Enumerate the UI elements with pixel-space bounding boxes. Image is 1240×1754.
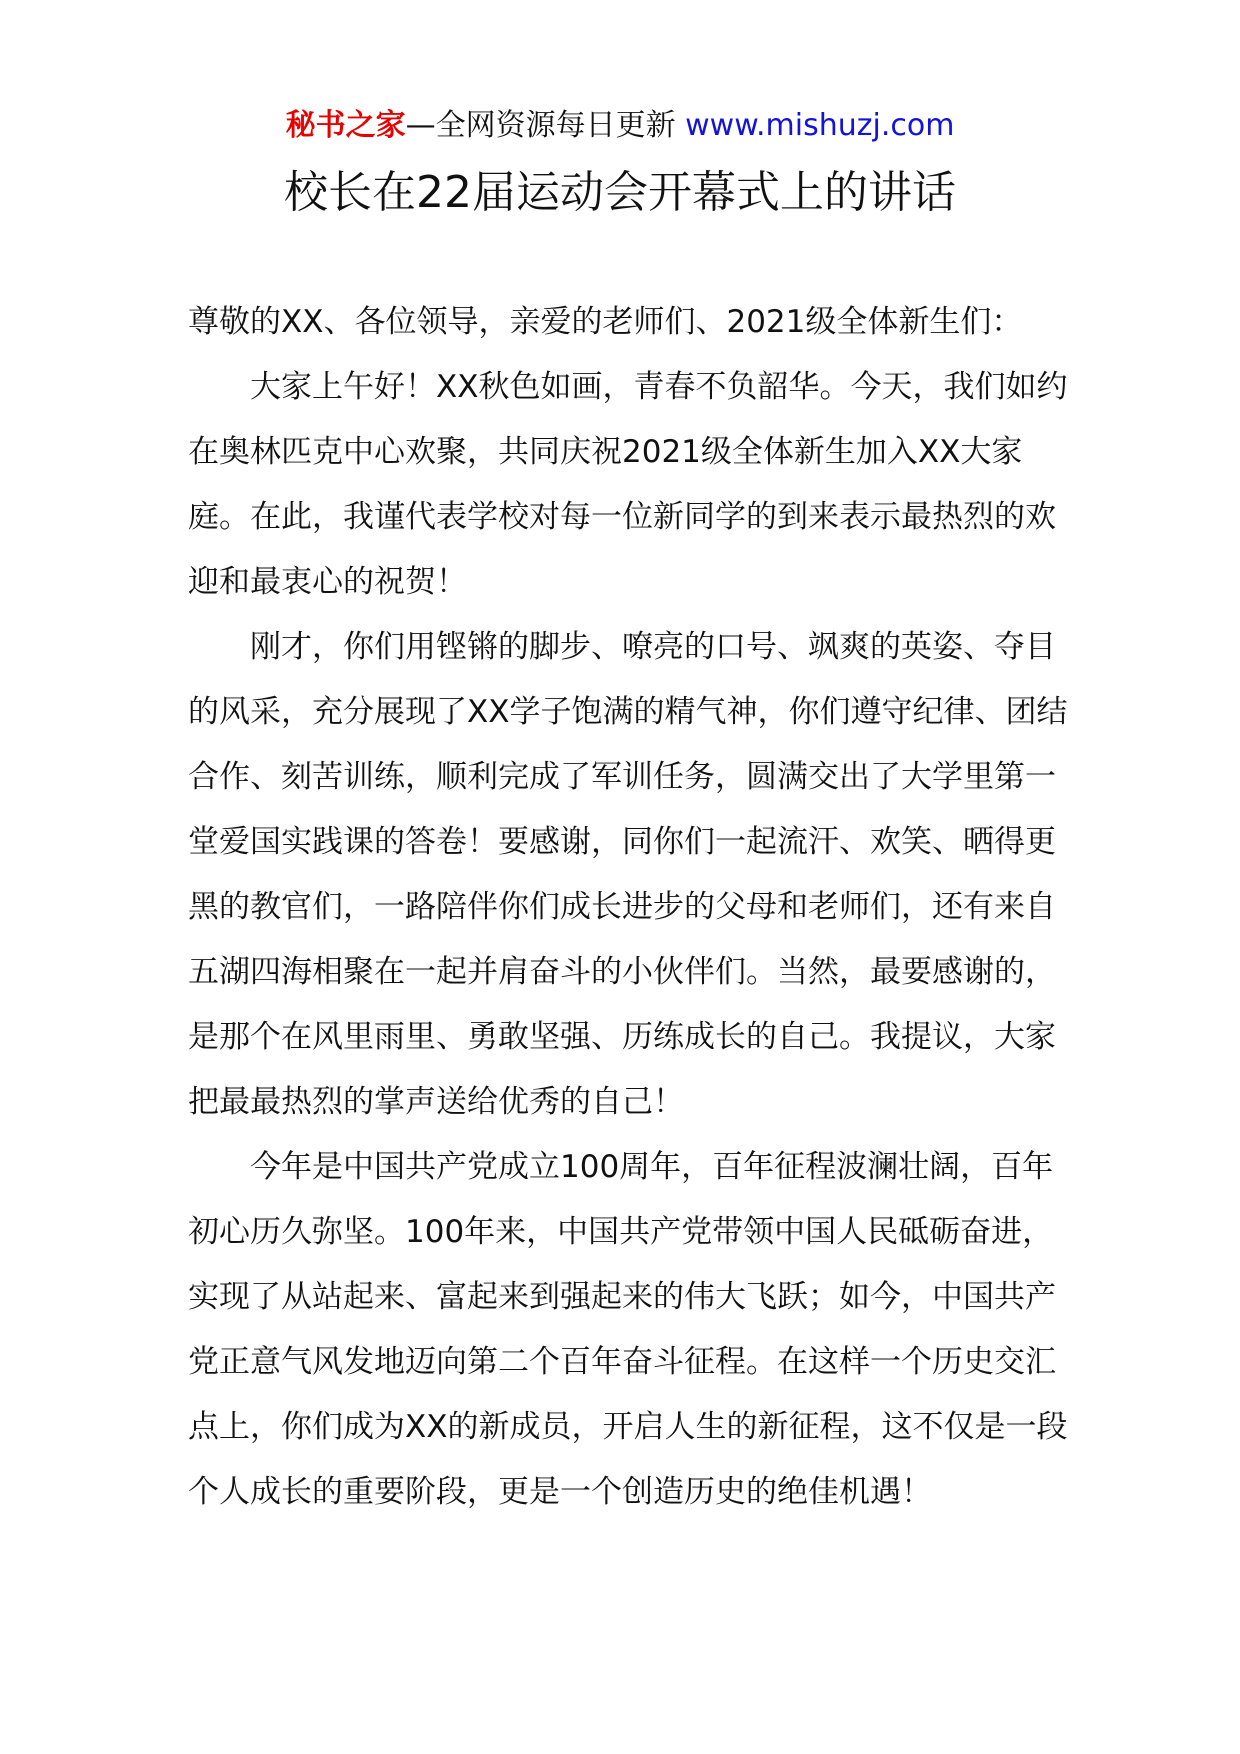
document-title: 校长在22届运动会开幕式上的讲话 [284,167,956,218]
paragraph-1: 大家上午好！XX秋色如画，青春不负韶华。今天，我们如约在奥林匹克中心欢聚，共同庆祝2021级全体新生加入XX大家庭。在此，我谨代表学校对每一位新同学的到来表示最热烈的欢迎和最衷心的祝贺！ [188,369,1068,600]
site-brand: 秘书之家 [285,108,406,143]
salutation: 尊敬的XX、各位领导，亲爱的老师们、2021级全体新生们： [188,304,1023,340]
paragraph-2: 刚才，你们用铿锵的脚步、嘹亮的口号、飒爽的英姿、夺目的风采，充分展现了XX学子饱满的精气神，你们遵守纪律、团结合作、刻苦训练，顺利完成了军训任务，圆满交出了大学里第一堂爱国实践课的答卷！要感谢，同你们一起流汗、欢笑、晒得更黑的教官们，一路陪伴你们成长进步的父母和老师们，还有来自五湖四海相聚在一起并肩奋斗的小伙伴们。当然，最要感谢的，是那个在风里雨里、勇敢坚强、历练成长的自己。我提议，大家把最最热烈的掌声送给优秀的自己！ [188,629,1068,1120]
site-tagline: —全网资源每日更新 [405,108,686,143]
document-body [188,290,1068,1525]
paragraph-3: 今年是中国共产党成立100周年，百年征程波澜壮阔，百年初心历久弥坚。100年来，中国共产党带领中国人民砥砺奋进，实现了从站起来、富起来到强起来的伟大飞跃；如今，中国共产党正意气风发地迈向第二个百年奋斗征程。在这样一个历史交汇点上，你们成为XX的新成员，开启人生的新征程，这不仅是一段个人成长的重要阶段，更是一个创造历史的绝佳机遇！ [188,1149,1068,1510]
site-url-link[interactable]: www.mishuzj.com [685,108,955,143]
site-header [0,104,1240,148]
